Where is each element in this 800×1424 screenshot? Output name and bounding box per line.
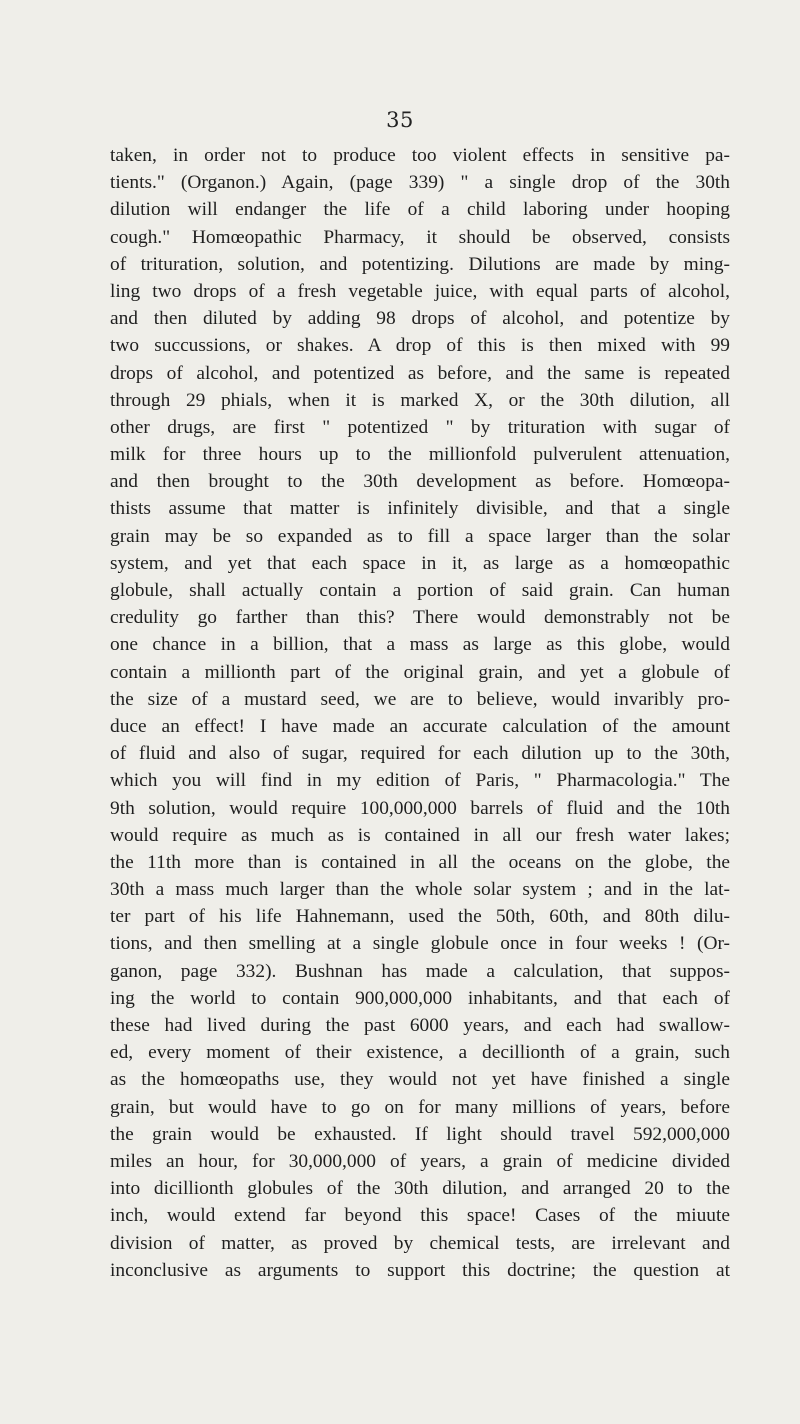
text-line: would require as much as is contained in all our fresh water lakes; <box>110 824 730 846</box>
page-number: 35 <box>386 108 414 132</box>
body-text <box>110 142 730 1284</box>
text-line: the size of a mustard seed, we are to believe, would invaribly pro- <box>110 688 730 710</box>
text-line: cough." Homœopathic Pharmacy, it should be observed, consists <box>110 226 730 248</box>
text-line: into dicillionth globules of the 30th dilution, and arranged 20 to the <box>110 1178 730 1200</box>
text-line: the 11th more than is contained in all the oceans on the globe, the <box>110 851 730 873</box>
text-line: milk for three hours up to the millionfold pulverulent attenuation, <box>110 444 730 466</box>
text-line: which you will find in my edition of Paris, " Pharmacologia." The <box>110 770 730 792</box>
text-line: one chance in a billion, that a mass as large as this globe, would <box>110 634 730 656</box>
text-line: contain a millionth part of the original grain, and yet a globule of <box>110 661 730 683</box>
text-line: these had lived during the past 6000 years, and each had swallow- <box>110 1015 730 1036</box>
text-line: ed, every moment of their existence, a decillionth of a grain, such <box>110 1042 730 1064</box>
text-line: and then diluted by adding 98 drops of alcohol, and potentize by <box>110 308 730 330</box>
text-line: two succussions, or shakes. A drop of this is then mixed with 99 <box>110 335 730 357</box>
text-line: tients." (Organon.) Again, (page 339) " a single drop of the 30th <box>110 172 730 194</box>
text-line: inconclusive as arguments to support this doctrine; the question at <box>110 1259 730 1281</box>
text-line: through 29 phials, when it is marked X, or the 30th dilution, all <box>110 389 730 411</box>
text-line: dilution will endanger the life of a child laboring under hooping <box>110 199 730 221</box>
text-line: 30th a mass much larger than the whole solar system ; and in the lat- <box>110 879 730 901</box>
text-line: of trituration, solution, and potentizing. Dilutions are made by ming- <box>110 253 730 275</box>
text-line: globule, shall actually contain a portion of said grain. Can human <box>110 580 730 601</box>
text-line: as the homœopaths use, they would not yet have finished a single <box>110 1069 730 1091</box>
text-line: ter part of his life Hahnemann, used the 50th, 60th, and 80th dilu- <box>110 906 730 928</box>
text-line: 9th solution, would require 100,000,000 barrels of fluid and the 10th <box>110 797 730 819</box>
text-line: taken, in order not to produce too violent effects in sensitive pa- <box>110 145 730 166</box>
text-line: credulity go farther than this? There would demonstrably not be <box>110 607 730 629</box>
text-line: ling two drops of a fresh vegetable juice, with equal parts of alcohol, <box>110 280 730 302</box>
text-line: inch, would extend far beyond this space! Cases of the miuute <box>110 1205 730 1227</box>
text-line: thists assume that matter is infinitely divisible, and that a single <box>110 498 730 520</box>
text-line: division of matter, as proved by chemical tests, are irrelevant and <box>110 1232 730 1254</box>
text-line: grain may be so expanded as to fill a space larger than the solar <box>110 525 730 547</box>
text-line: of fluid and also of sugar, required for each dilution up to the 30th, <box>110 743 730 765</box>
text-line: tions, and then smelling at a single globule once in four weeks ! (Or- <box>110 933 730 955</box>
text-line: drops of alcohol, and potentized as before, and the same is repeated <box>110 362 730 384</box>
text-line: the grain would be exhausted. If light should travel 592,000,000 <box>110 1123 730 1145</box>
text-line: miles an hour, for 30,000,000 of years, a grain of medicine divided <box>110 1150 730 1172</box>
text-line: system, and yet that each space in it, as large as a homœopathic <box>110 552 730 574</box>
text-line: ing the world to contain 900,000,000 inhabitants, and that each of <box>110 987 730 1009</box>
text-line: and then brought to the 30th development as before. Homœopa- <box>110 471 730 493</box>
text-line: other drugs, are first " potentized " by trituration with sugar of <box>110 416 730 438</box>
text-line: ganon, page 332). Bushnan has made a calculation, that suppos- <box>110 960 730 982</box>
text-line: duce an effect! I have made an accurate calculation of the amount <box>110 715 730 737</box>
text-line: grain, but would have to go on for many millions of years, before <box>110 1096 730 1118</box>
